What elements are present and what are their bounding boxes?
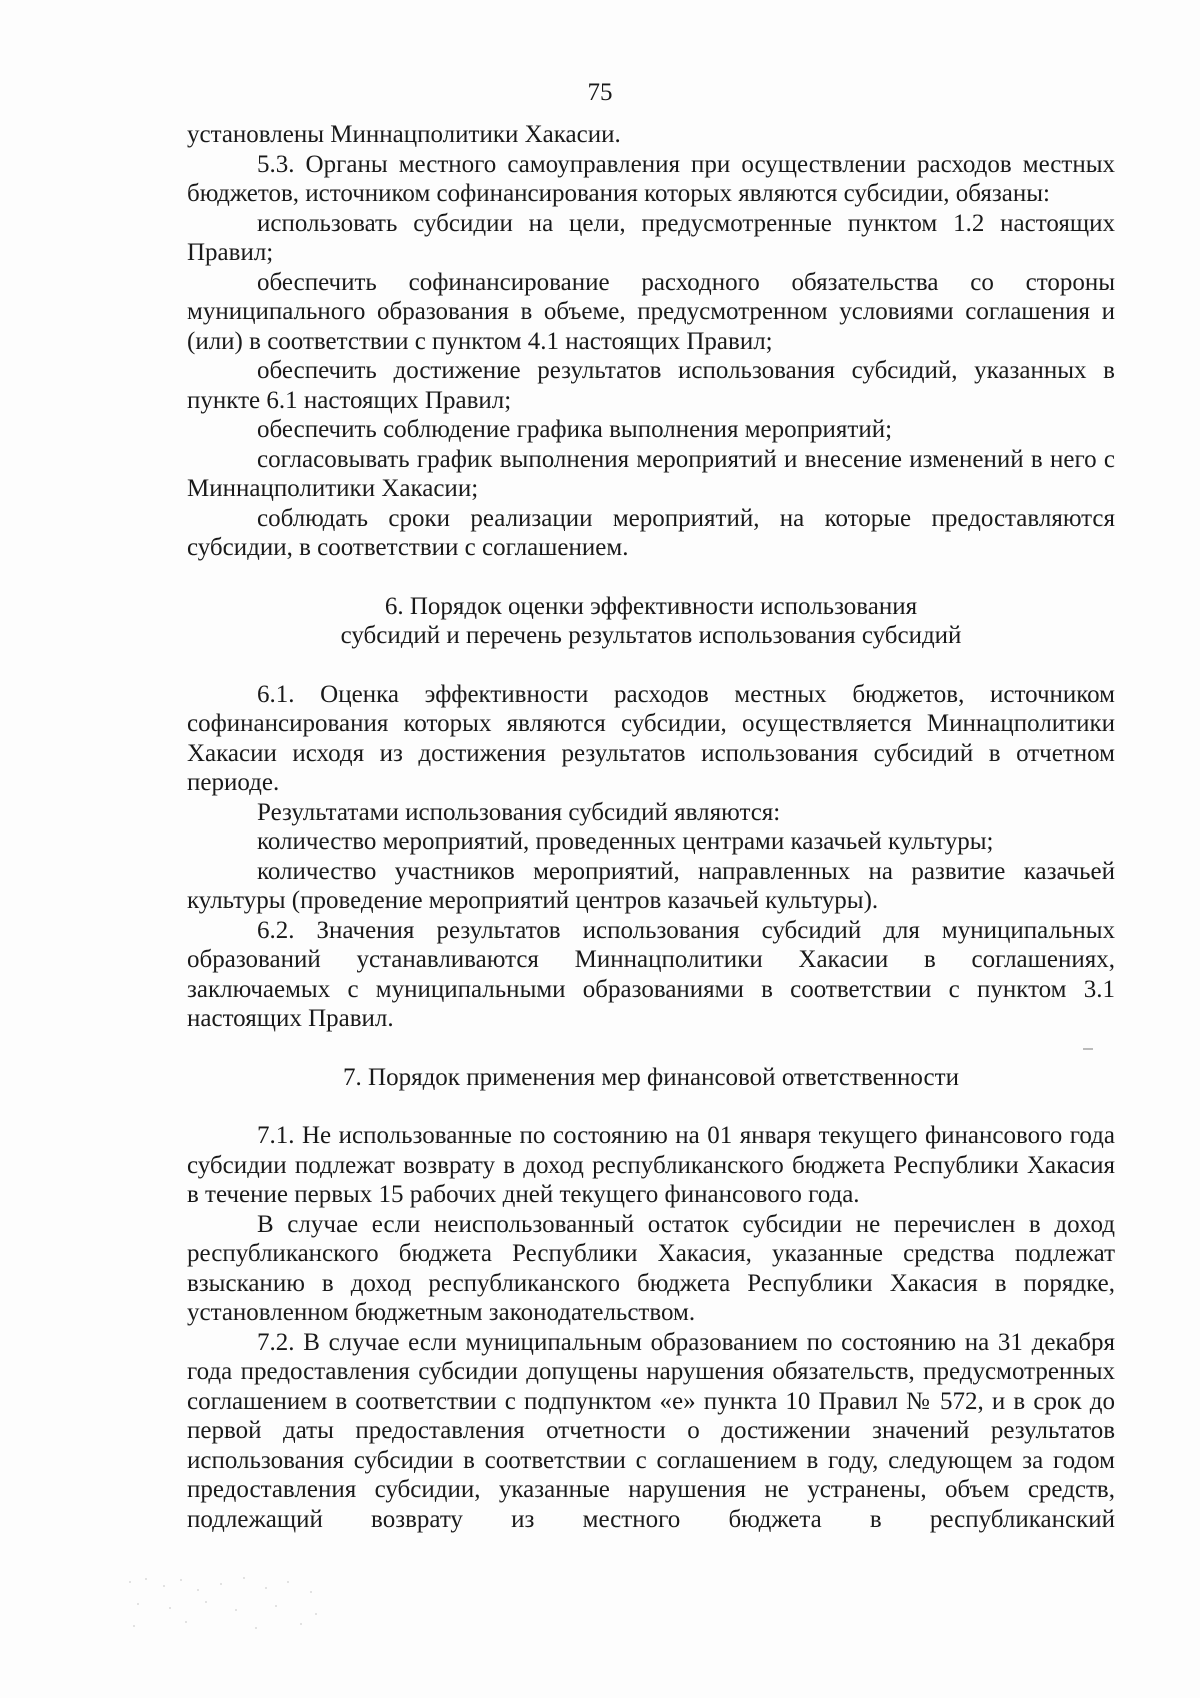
page-number: 75: [587, 79, 613, 106]
paragraph-6-1: 6.1. Оценка эффективности расходов местных бюджетов, источником софинансирования которых являются субсидии, осуществляется Миннацполитики Хакасии исходя из достижения результатов использования субсидий в отчетном периоде.: [187, 680, 1115, 796]
paragraph-obligation: обеспечить достижение результатов использования субсидий, указанных в пункте 6.1 настоящих Правил;: [187, 357, 1115, 414]
section-heading-6-line-1: 6. Порядок оценки эффективности использования: [384, 592, 918, 620]
paragraph-results-intro: Результатами использования субсидий являются:: [257, 798, 781, 826]
paragraph-obligation: соблюдать сроки реализации мероприятий, на которые предоставляются субсидии, в соответствии с соглашением.: [187, 504, 1115, 561]
paragraph-7-2: 7.2. В случае если муниципальным образованием по состоянию на 31 декабря года предоставления субсидии допущены нарушения обязательств, предусмотренных соглашением в соответствии с подпунктом «е» пункта 10 Правил № 572, и в срок до первой даты предоставления отчетности о достижении значений результатов использования субсидии в соответствии с соглашением в году, следующем за годом предоставления субсидии, указанные нарушения не устранены, объем средств, подлежащий возврату из местного бюджета в республиканский: [187, 1328, 1115, 1533]
scan-noise: [125, 1575, 335, 1635]
paragraph-result-item: количество мероприятий, проведенных центрами казачьей культуры;: [257, 828, 994, 855]
section-heading-7: 7. Порядок применения мер финансовой ответственности: [343, 1063, 959, 1091]
paragraph-obligation: согласовывать график выполнения мероприятий и внесение изменений в него с Миннацполитики Хакасии;: [187, 445, 1115, 502]
section-heading-6: [187, 592, 1115, 651]
paragraph-obligation: использовать субсидии на цели, предусмотренные пунктом 1.2 настоящих Правил;: [187, 209, 1115, 266]
paragraph-obligation: обеспечить соблюдение графика выполнения мероприятий;: [257, 416, 893, 443]
paragraph-7-1-cont: В случае если неиспользованный остаток субсидии не перечислен в доход республиканского бюджета Республики Хакасия, указанные средства подлежат взысканию в доход республиканского бюджета Республики Хакасия в порядке, установленном бюджетным законодательством.: [187, 1210, 1115, 1326]
section-heading-6-line-2: субсидий и перечень результатов использования субсидий: [340, 622, 962, 649]
paragraph-5-3: 5.3. Органы местного самоуправления при осуществлении расходов местных бюджетов, источником софинансирования которых являются субсидии, обязаны:: [187, 150, 1115, 207]
document-body: [187, 120, 1115, 1534]
paragraph-7-1: 7.1. Не использованные по состоянию на 01 января текущего финансового года субсидии подлежат возврату в доход республиканского бюджета Республики Хакасия в течение первых 15 рабочих дней текущего финансового года.: [187, 1122, 1115, 1208]
paragraph-result-item: количество участников мероприятий, направленных на развитие казачьей культуры (проведение мероприятий центров казачьей культуры).: [187, 857, 1115, 914]
paragraph: установлены Миннацполитики Хакасии.: [187, 121, 621, 148]
scan-mark: [1083, 1048, 1093, 1050]
paragraph-6-2: 6.2. Значения результатов использования субсидий для муниципальных образований устанавливаются Миннацполитики Хакасии в соглашениях, заключаемых с муниципальными образованиями в соответствии с пунктом 3.1 настоящих Правил.: [187, 916, 1115, 1032]
paragraph-obligation: обеспечить софинансирование расходного обязательства со стороны муниципального образования в объеме, предусмотренном условиями соглашения и (или) в соответствии с пунктом 4.1 настоящих Правил;: [187, 268, 1115, 355]
